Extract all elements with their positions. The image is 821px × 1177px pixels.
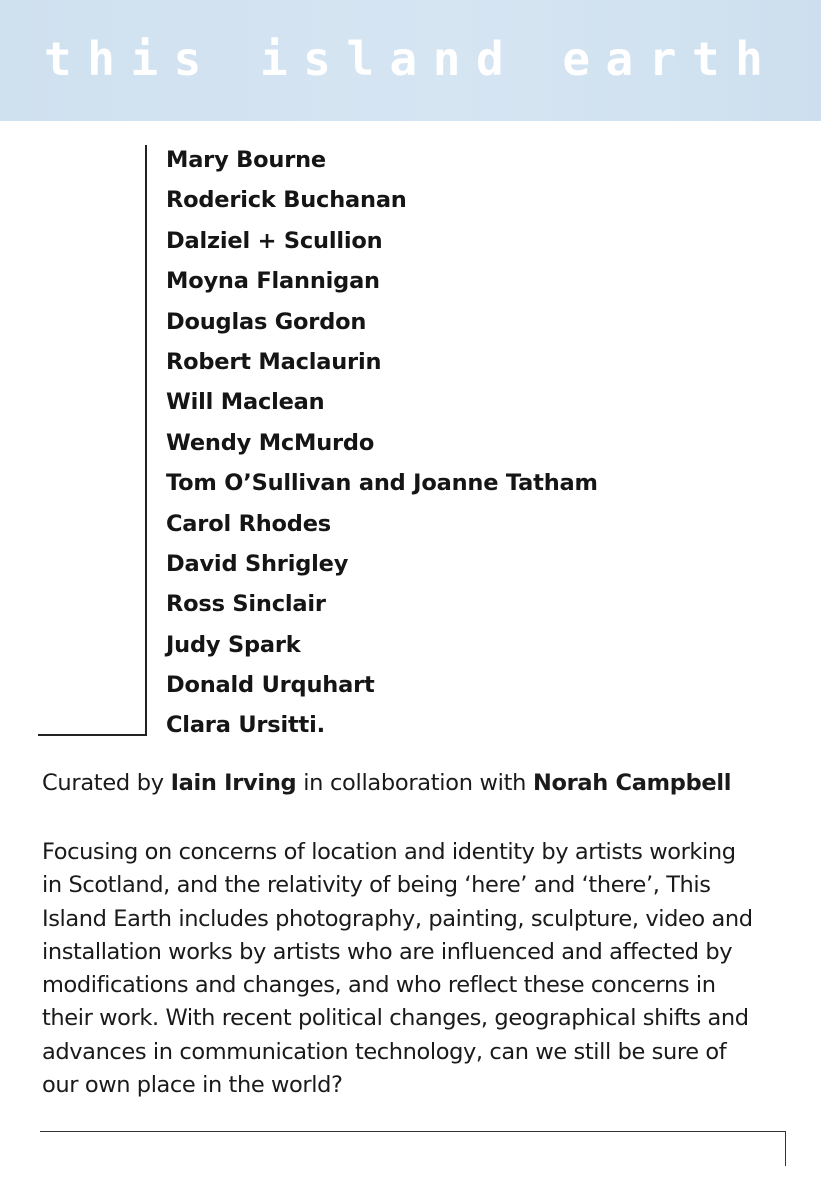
curator-name: Iain Irving xyxy=(170,770,297,796)
page-title: this island earth xyxy=(44,32,779,86)
curator-credits xyxy=(42,766,731,800)
description-line: Focusing on concerns of location and identity by artists working xyxy=(42,839,736,865)
description-line: their work. With recent political changes, geographical shifts and xyxy=(42,1005,749,1032)
description-line: Island Earth includes photography, painting, sculpture, video and xyxy=(42,905,753,932)
description-line: modifications and changes, and who reflect these concerns in xyxy=(42,972,716,999)
artist-name: Tom O’Sullivan and Joanne Tatham xyxy=(166,470,598,497)
credits-prefix: Curated by xyxy=(42,770,171,796)
artist-name: Donald Urquhart xyxy=(166,672,375,699)
bottom-horizontal-rule xyxy=(40,1131,786,1132)
artist-name: Mary Bourne xyxy=(166,147,326,173)
description-line: our own place in the world? xyxy=(42,1072,343,1099)
artist-name: Douglas Gordon xyxy=(166,308,367,335)
artist-list-horizontal-rule xyxy=(38,734,147,736)
bottom-vertical-rule xyxy=(785,1131,786,1166)
artist-name: David Shrigley xyxy=(166,550,349,577)
artist-name: Dalziel + Scullion xyxy=(166,227,383,254)
description-line: advances in communication technology, can we still be sure of xyxy=(42,1038,727,1065)
artist-name: Ross Sinclair xyxy=(166,591,326,618)
description-line: in Scotland, and the relativity of being ‘here’ and ‘there’, This xyxy=(42,872,711,899)
artist-name: Carol Rhodes xyxy=(166,510,331,537)
header-band xyxy=(0,0,821,121)
artist-name: Will Maclean xyxy=(166,389,325,416)
artist-name: Clara Ursitti. xyxy=(166,712,325,739)
artist-list-vertical-rule xyxy=(145,145,147,736)
description-line: installation works by artists who are influenced and affected by xyxy=(42,938,733,965)
artist-name: Judy Spark xyxy=(166,631,301,658)
collaborator-name: Norah Campbell xyxy=(532,770,732,796)
artist-name: Roderick Buchanan xyxy=(166,187,407,214)
exhibition-description xyxy=(42,836,802,1102)
artist-name: Robert Maclaurin xyxy=(166,348,382,375)
artist-name: Moyna Flannigan xyxy=(166,268,380,295)
artist-name: Wendy McMurdo xyxy=(166,429,375,456)
artist-list xyxy=(166,140,598,746)
credits-middle: in collaboration with xyxy=(296,770,533,796)
